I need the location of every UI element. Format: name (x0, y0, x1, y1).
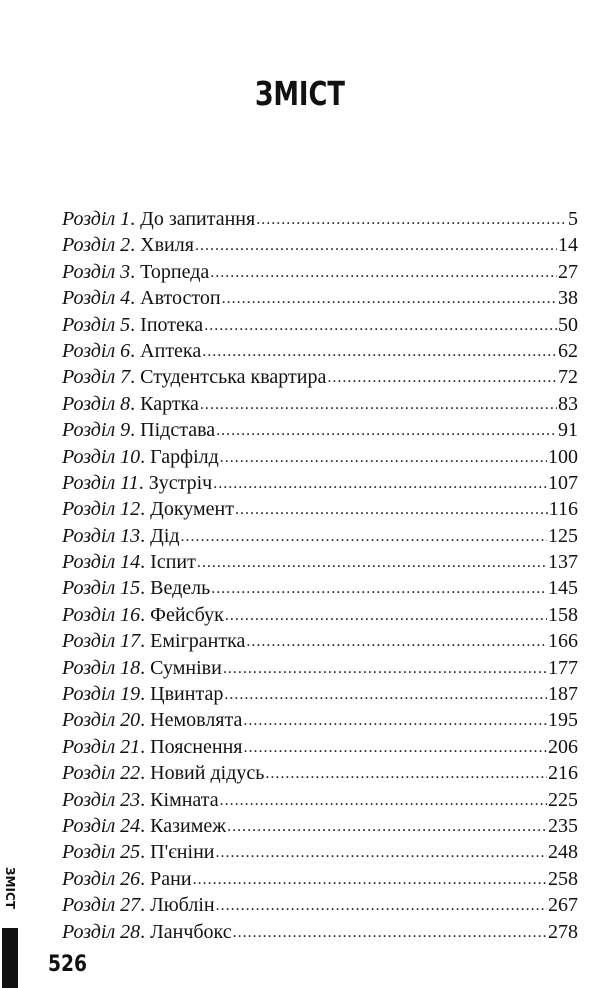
toc-entry-label: Розділ (62, 498, 116, 521)
toc-entry-number: 19 (120, 683, 141, 706)
toc-entry-number: 13 (120, 524, 141, 547)
toc-entry-number: 4 (120, 287, 131, 310)
toc-entry-label: Розділ (62, 471, 116, 494)
toc-dot-leader (246, 627, 547, 647)
toc-entry-title: Дід (150, 524, 180, 547)
toc-entry-number: 22 (120, 762, 141, 785)
toc-entry: Розділ 16 . Фейсбук ..... 158 (62, 602, 578, 628)
toc-entry-label: Розділ (62, 894, 116, 917)
toc-dot-leader (211, 574, 547, 594)
toc-dot-leader (220, 443, 547, 463)
toc-entry-label: Розділ (62, 735, 116, 758)
toc-entry-number: 28 (120, 920, 141, 943)
toc-entry-label: Розділ (62, 867, 116, 890)
toc-entry-number: 10 (120, 445, 141, 468)
toc-entry-label: Розділ (62, 656, 116, 679)
toc-entry-label: Розділ (62, 208, 116, 230)
toc-entry-title: Документ (150, 498, 234, 521)
toc-dot-leader (227, 812, 547, 832)
toc-entry: Розділ 23 . Кімната ..... 225 (62, 787, 578, 813)
toc-entry-number: 15 (120, 577, 141, 600)
toc-entry: Розділ 10 . Гарфілд ..... 100 (62, 444, 578, 470)
toc-dot-leader (195, 231, 557, 251)
toc-entry-page: 116 (548, 498, 578, 521)
toc-dot-leader (200, 390, 557, 410)
toc-entry: Розділ 5 . Іпотека ..... 50 (62, 312, 578, 338)
toc-entry-title: Автостоп (140, 287, 221, 310)
toc-entry-number: 21 (120, 735, 141, 758)
toc-entry-title: П'єніни (150, 841, 215, 864)
toc-entry-page: 225 (548, 788, 578, 811)
toc-entry-title: Торпеда (140, 260, 210, 283)
toc-dot-leader (224, 680, 547, 700)
toc-dot-leader (256, 205, 567, 225)
toc-entry-label: Розділ (62, 287, 116, 310)
toc-entry-number: 20 (120, 709, 141, 732)
toc-dot-leader (244, 733, 548, 753)
toc-entry-page: 187 (548, 683, 578, 706)
toc-entry-label: Розділ (62, 392, 116, 415)
toc-dot-leader (327, 363, 557, 383)
toc-entry-page: 83 (558, 392, 578, 415)
toc-entry: Розділ 18 . Сумніви ..... 177 (62, 655, 578, 681)
toc-entry-label: Розділ (62, 524, 116, 547)
toc-dot-leader (202, 337, 557, 357)
toc-dot-leader (265, 759, 547, 779)
toc-entry-number: 17 (120, 630, 141, 653)
toc-entry-label: Розділ (62, 603, 116, 626)
toc-dot-leader (213, 469, 547, 489)
toc-entry-number: 11 (120, 471, 139, 494)
toc-entry-number: 3 (120, 260, 131, 283)
toc-entry-number: 1 (120, 208, 131, 230)
toc-entry-label: Розділ (62, 366, 116, 389)
toc-entry-page: 278 (548, 920, 578, 943)
toc-entry-title: Гарфілд (150, 445, 219, 468)
toc-entry-page: 62 (558, 339, 578, 362)
toc-entry-label: Розділ (62, 445, 116, 468)
toc-entry-title: Пояснення (150, 735, 243, 758)
toc-entry-page: 72 (558, 366, 578, 389)
toc-entry-page: 100 (548, 445, 578, 468)
side-tab-label: ЗМІСТ (3, 867, 17, 909)
toc-entry-label: Розділ (62, 709, 116, 732)
toc-entry-label: Розділ (62, 920, 116, 943)
toc-entry-page: 235 (548, 814, 578, 837)
toc-entry-title: Зустріч (148, 471, 213, 494)
toc-entry-title: Хвиля (140, 234, 194, 257)
toc-entry-number: 16 (120, 603, 141, 626)
toc-entry-page: 177 (548, 656, 578, 679)
toc-entry-page: 27 (558, 260, 578, 283)
toc-entry-title: Сумніви (150, 656, 222, 679)
toc-dot-leader (216, 416, 557, 436)
toc-entry-page: 5 (568, 208, 578, 230)
toc-entry: Розділ 20 . Немовлята ..... 195 (62, 707, 578, 733)
toc-entry-label: Розділ (62, 234, 116, 257)
toc-entry-page: 107 (548, 471, 578, 494)
toc-dot-leader (223, 654, 547, 674)
toc-entry-page: 158 (548, 603, 578, 626)
page-title: ЗМІСТ (255, 74, 345, 113)
toc-entry-number: 14 (120, 551, 141, 574)
toc-entry-page: 206 (548, 735, 578, 758)
toc-entry: Розділ 21 . Пояснення ..... 206 (62, 734, 578, 760)
toc-entry-number: 18 (120, 656, 141, 679)
toc-entry-label: Розділ (62, 260, 116, 283)
toc-entry-number: 25 (120, 841, 141, 864)
toc-dot-leader (204, 311, 557, 331)
toc-entry-label: Розділ (62, 577, 116, 600)
toc-entry-label: Розділ (62, 683, 116, 706)
toc-dot-leader (216, 891, 547, 911)
toc-entry: Розділ 8 . Картка ..... 83 (62, 391, 578, 417)
toc-entry-page: 267 (548, 894, 578, 917)
toc-entry: Розділ 27 . Люблін ..... 267 (62, 892, 578, 918)
toc-entry-title: Емігрантка (150, 630, 246, 653)
toc-entry-number: 5 (120, 313, 131, 336)
toc-entry-title: Підстава (140, 419, 216, 442)
toc-entry-number: 12 (120, 498, 141, 521)
toc-entry: Розділ 3 . Торпеда ..... 27 (62, 259, 578, 285)
side-tab (2, 862, 18, 986)
toc-entry-page: 145 (548, 577, 578, 600)
toc-dot-leader (243, 706, 547, 726)
toc-entry-label: Розділ (62, 841, 116, 864)
toc-entry-page: 248 (548, 841, 578, 864)
toc-entry-title: Іспит (150, 551, 196, 574)
toc-entry-number: 26 (120, 867, 141, 890)
toc-entry: Розділ 17 . Емігрантка ..... 166 (62, 628, 578, 654)
toc-entry-title: Фейсбук (150, 603, 224, 626)
toc-entry: Розділ 25 . П'єніни ..... 248 (62, 839, 578, 865)
toc-entry: Розділ 22 . Новий дідусь ..... 216 (62, 760, 578, 786)
toc-dot-leader (235, 495, 548, 515)
toc-entry-title: Студентська квартира (140, 366, 327, 389)
toc-entry-label: Розділ (62, 419, 116, 442)
toc-dot-leader (222, 284, 557, 304)
toc-entry: Розділ 19 . Цвинтар ..... 187 (62, 681, 578, 707)
toc-entry-page: 137 (548, 551, 578, 574)
toc-dot-leader (225, 601, 547, 621)
toc-entry-page: 38 (558, 287, 578, 310)
toc-entry-number: 2 (120, 234, 131, 257)
toc-entry: Розділ 26 . Рани ..... 258 (62, 866, 578, 892)
toc-entry-title: До запитання (140, 208, 256, 230)
toc-entry-page: 258 (548, 867, 578, 890)
toc-entry-title: Немовлята (150, 709, 243, 732)
toc-dot-leader (233, 918, 547, 938)
toc-entry-page: 14 (558, 234, 578, 257)
toc-dot-leader (197, 548, 547, 568)
toc-entry-title: Цвинтар (150, 683, 224, 706)
toc-entry-page: 125 (548, 524, 578, 547)
toc-entry-title: Іпотека (140, 313, 204, 336)
toc-entry-label: Розділ (62, 630, 116, 653)
toc-entry-title: Ланчбокс (150, 920, 232, 943)
toc-entry-number: 8 (120, 392, 131, 415)
toc-entry-label: Розділ (62, 339, 116, 362)
table-of-contents (62, 206, 578, 945)
toc-entry-label: Розділ (62, 788, 116, 811)
toc-entry: Розділ 28 . Ланчбокс ..... 278 (62, 919, 578, 945)
toc-entry-title: Кімната (150, 788, 219, 811)
toc-entry-title: Аптека (140, 339, 202, 362)
toc-entry: Розділ 14 . Іспит ..... 137 (62, 549, 578, 575)
toc-entry: Розділ 1 . До запитання ..... 5 (62, 206, 578, 232)
side-tab-bar (2, 928, 18, 988)
toc-entry: Розділ 7 . Студентська квартира ..... 72 (62, 364, 578, 390)
toc-entry-page: 50 (558, 313, 578, 336)
toc-dot-leader (220, 786, 547, 806)
toc-entry-label: Розділ (62, 313, 116, 336)
toc-entry-label: Розділ (62, 814, 116, 837)
toc-entry: Розділ 24 . Казимеж ..... 235 (62, 813, 578, 839)
toc-dot-leader (215, 838, 547, 858)
toc-entry-title: Рани (150, 867, 192, 890)
toc-dot-leader (210, 258, 557, 278)
toc-entry: Розділ 12 . Документ ..... 116 (62, 496, 578, 522)
toc-entry-number: 9 (120, 419, 131, 442)
toc-dot-leader (193, 865, 547, 885)
toc-entry: Розділ 4 . Автостоп ..... 38 (62, 285, 578, 311)
toc-dot-leader (181, 522, 547, 542)
toc-entry: Розділ 2 . Хвиля ..... 14 (62, 232, 578, 258)
toc-entry-title: Картка (140, 392, 199, 415)
toc-entry-label: Розділ (62, 762, 116, 785)
toc-entry-number: 23 (120, 788, 141, 811)
toc-entry: Розділ 6 . Аптека ..... 62 (62, 338, 578, 364)
toc-entry-number: 7 (120, 366, 131, 389)
toc-entry-page: 166 (548, 630, 578, 653)
toc-entry-title: Люблін (150, 894, 215, 917)
toc-entry-page: 195 (548, 709, 578, 732)
toc-entry-title: Казимеж (150, 814, 227, 837)
toc-entry-number: 6 (120, 339, 131, 362)
toc-entry-label: Розділ (62, 551, 116, 574)
toc-entry-page: 91 (558, 419, 578, 442)
toc-entry-title: Новий дідусь (150, 762, 265, 785)
toc-entry-number: 24 (120, 814, 141, 837)
toc-entry: Розділ 15 . Ведель ..... 145 (62, 575, 578, 601)
toc-entry: Розділ 11 . Зустріч ..... 107 (62, 470, 578, 496)
toc-entry: Розділ 9 . Підстава ..... 91 (62, 417, 578, 443)
toc-entry: Розділ 13 . Дід ..... 125 (62, 523, 578, 549)
toc-entry-number: 27 (120, 894, 141, 917)
toc-entry-title: Ведель (150, 577, 211, 600)
toc-entry-page: 216 (548, 762, 578, 785)
page-number: 526 (48, 952, 88, 977)
